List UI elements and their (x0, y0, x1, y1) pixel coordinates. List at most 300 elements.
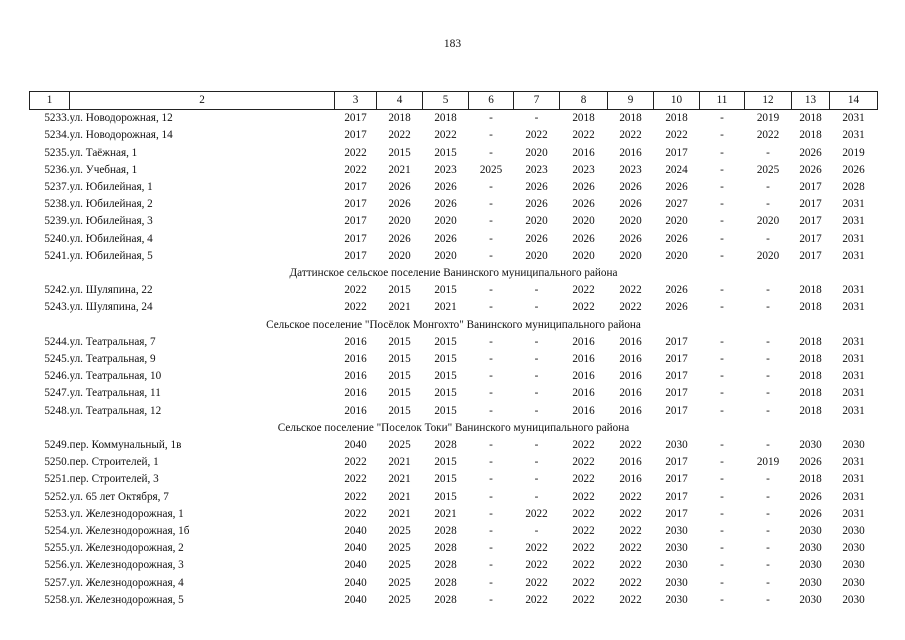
year-cell: 2017 (665, 370, 688, 383)
year-cell: - (489, 559, 493, 572)
year-cell: - (720, 439, 724, 452)
section-row (30, 265, 878, 282)
year-cell: 2017 (344, 198, 367, 211)
year-cell: 2017 (799, 232, 822, 245)
year-cell: 2022 (525, 542, 548, 555)
table-row (30, 282, 878, 299)
year-cell: - (720, 490, 724, 503)
year-cell: 2018 (799, 473, 822, 486)
year-cell: 2030 (842, 576, 865, 589)
column-header: 7 (514, 92, 560, 110)
year-cell: 2028 (434, 593, 457, 606)
address-cell: ул. Железнодорожная, 1 (69, 507, 184, 520)
year-cell: - (720, 146, 724, 159)
year-cell: 2031 (842, 507, 865, 520)
year-cell: 2026 (619, 181, 642, 194)
year-cell: - (489, 112, 493, 125)
year-cell: 2021 (388, 301, 411, 314)
year-cell: 2023 (619, 163, 642, 176)
year-cell: 2025 (479, 163, 503, 176)
year-cell: 2015 (434, 387, 457, 400)
row-number: 5246. (44, 370, 70, 383)
year-cell: 2017 (665, 404, 688, 417)
year-cell: 2022 (572, 576, 595, 589)
year-cell: 2026 (434, 232, 457, 245)
year-cell: 2030 (799, 542, 822, 555)
year-cell: 2025 (388, 576, 411, 589)
table-row (30, 162, 878, 179)
year-cell: 2022 (344, 456, 367, 469)
year-cell: - (766, 490, 770, 503)
address-cell: ул. Новодорожная, 14 (69, 129, 173, 142)
year-cell: 2030 (842, 439, 865, 452)
year-cell: 2026 (525, 198, 548, 211)
year-cell: 2017 (665, 335, 688, 348)
year-cell: 2015 (388, 335, 411, 348)
address-cell: пер. Строителей, 3 (69, 473, 159, 486)
year-cell: 2020 (572, 249, 595, 262)
address-cell: ул. Театральная, 9 (69, 353, 156, 366)
address-cell: ул. Шуляпина, 22 (69, 284, 153, 297)
year-cell: 2015 (434, 284, 457, 297)
year-cell: 2031 (842, 112, 865, 125)
table-row (30, 213, 878, 230)
year-cell: - (766, 473, 770, 486)
year-cell: - (720, 249, 724, 262)
year-cell: - (489, 146, 493, 159)
year-cell: 2017 (344, 232, 367, 245)
year-cell: 2022 (572, 507, 595, 520)
column-header: 9 (608, 92, 654, 110)
year-cell: - (489, 456, 493, 469)
year-cell: - (534, 335, 539, 348)
year-cell: - (720, 370, 724, 383)
year-cell: 2028 (434, 542, 457, 555)
year-cell: 2018 (799, 335, 822, 348)
year-cell: 2017 (799, 181, 822, 194)
year-cell: - (720, 473, 724, 486)
table-row (30, 127, 878, 144)
table-row (30, 557, 878, 574)
year-cell: 2026 (525, 232, 548, 245)
year-cell: - (720, 404, 724, 417)
year-cell: 2030 (842, 593, 865, 606)
row-number: 5234. (44, 129, 70, 142)
year-cell: - (766, 232, 770, 245)
year-cell: 2015 (434, 456, 457, 469)
year-cell: 2023 (525, 163, 548, 176)
table-row (30, 506, 878, 523)
year-cell: - (534, 490, 539, 503)
row-number: 5239. (44, 215, 70, 228)
year-cell: 2018 (799, 404, 822, 417)
year-cell: 2022 (619, 129, 642, 142)
year-cell: 2030 (665, 593, 688, 606)
table-row (30, 540, 878, 557)
year-cell: - (766, 559, 770, 572)
year-cell: 2017 (665, 353, 688, 366)
year-cell: 2018 (799, 370, 822, 383)
column-header: 3 (335, 92, 377, 110)
year-cell: - (720, 542, 724, 555)
year-cell: 2022 (619, 593, 642, 606)
year-cell: 2026 (388, 232, 411, 245)
year-cell: - (766, 525, 770, 538)
column-header: 8 (560, 92, 608, 110)
year-cell: - (720, 525, 724, 538)
year-cell: 2021 (434, 507, 457, 520)
year-cell: - (534, 370, 539, 383)
year-cell: - (766, 593, 770, 606)
year-cell: - (720, 593, 724, 606)
row-number: 5253. (44, 507, 70, 520)
year-cell: - (534, 112, 539, 125)
year-cell: 2031 (842, 129, 865, 142)
year-cell: 2020 (619, 215, 642, 228)
year-cell: - (766, 284, 770, 297)
year-cell: - (534, 525, 539, 538)
year-cell: 2022 (344, 146, 367, 159)
address-cell: ул. Театральная, 7 (69, 335, 156, 348)
row-number: 5235. (44, 146, 70, 159)
year-cell: 2015 (434, 404, 457, 417)
year-cell: - (489, 593, 493, 606)
year-cell: 2016 (344, 353, 367, 366)
year-cell: 2023 (434, 163, 457, 176)
year-cell: 2031 (842, 198, 865, 211)
year-cell: - (489, 404, 493, 417)
year-cell: 2015 (434, 335, 457, 348)
year-cell: 2020 (619, 249, 642, 262)
address-cell: ул. Театральная, 11 (69, 387, 161, 400)
year-cell: 2018 (799, 353, 822, 366)
year-cell: 2022 (525, 559, 548, 572)
year-cell: 2030 (665, 542, 688, 555)
year-cell: 2015 (388, 284, 411, 297)
year-cell: - (534, 439, 539, 452)
year-cell: - (489, 301, 493, 314)
year-cell: 2021 (388, 163, 411, 176)
year-cell: 2022 (344, 163, 367, 176)
table-row (30, 385, 878, 402)
year-cell: 2017 (665, 387, 688, 400)
year-cell: 2016 (344, 404, 367, 417)
row-number: 5248. (44, 404, 70, 417)
year-cell: 2028 (842, 181, 865, 194)
section-row (30, 420, 878, 437)
year-cell: 2022 (525, 129, 548, 142)
year-cell: - (534, 353, 539, 366)
year-cell: 2017 (344, 215, 367, 228)
year-cell: - (534, 387, 539, 400)
year-cell: 2022 (572, 593, 595, 606)
row-number: 5249. (44, 439, 70, 452)
table-row (30, 454, 878, 471)
year-cell: 2020 (388, 249, 411, 262)
year-cell: - (489, 181, 493, 194)
year-cell: 2026 (799, 490, 822, 503)
address-cell: ул. 65 лет Октября, 7 (69, 490, 169, 503)
year-cell: 2026 (619, 198, 642, 211)
year-cell: 2022 (756, 129, 780, 142)
year-cell: 2018 (619, 112, 642, 125)
year-cell: 2026 (665, 181, 688, 194)
year-cell: - (489, 576, 493, 589)
year-cell: - (766, 353, 770, 366)
column-header: 1 (30, 92, 70, 110)
year-cell: 2027 (665, 198, 688, 211)
year-cell: 2016 (572, 335, 595, 348)
address-cell: ул. Театральная, 10 (69, 370, 162, 383)
year-cell: 2022 (572, 129, 595, 142)
year-cell: - (489, 490, 493, 503)
year-cell: 2031 (842, 387, 865, 400)
year-cell: - (766, 370, 770, 383)
year-cell: - (720, 232, 724, 245)
year-cell: 2026 (799, 456, 822, 469)
header-row (30, 92, 878, 110)
year-cell: 2021 (388, 507, 411, 520)
year-cell: 2018 (572, 112, 595, 125)
year-cell: 2016 (619, 335, 642, 348)
year-cell: 2031 (842, 284, 865, 297)
table-row (30, 592, 878, 609)
year-cell: - (766, 542, 770, 555)
year-cell: 2020 (434, 215, 457, 228)
year-cell: 2018 (799, 387, 822, 400)
row-number: 5251. (44, 473, 70, 486)
year-cell: 2017 (665, 146, 688, 159)
year-cell: 2030 (665, 525, 688, 538)
year-cell: 2022 (572, 490, 595, 503)
table-row (30, 437, 878, 454)
year-cell: - (489, 215, 493, 228)
year-cell: 2022 (619, 284, 642, 297)
year-cell: 2018 (388, 112, 411, 125)
year-cell: - (489, 473, 493, 486)
address-cell: ул. Новодорожная, 12 (69, 112, 173, 125)
year-cell: 2030 (799, 439, 822, 452)
year-cell: - (720, 129, 724, 142)
year-cell: 2025 (388, 542, 411, 555)
year-cell: - (534, 301, 539, 314)
section-title: Сельское поселение "Посёлок Монгохто" Ванинского муниципального района (266, 318, 641, 331)
row-number: 5252. (44, 490, 70, 503)
year-cell: 2030 (799, 593, 822, 606)
year-cell: 2015 (388, 370, 411, 383)
year-cell: 2015 (388, 353, 411, 366)
year-cell: 2040 (344, 593, 367, 606)
address-cell: ул. Юбилейная, 4 (69, 232, 153, 245)
year-cell: - (766, 335, 770, 348)
column-header: 11 (700, 92, 745, 110)
year-cell: 2030 (842, 559, 865, 572)
year-cell: 2022 (572, 525, 595, 538)
year-cell: - (720, 335, 724, 348)
year-cell: 2020 (525, 146, 548, 159)
year-cell: 2025 (756, 163, 780, 176)
year-cell: - (489, 335, 493, 348)
year-cell: - (720, 353, 724, 366)
row-number: 5257. (44, 576, 70, 589)
table-row (30, 179, 878, 196)
address-cell: ул. Железнодорожная, 2 (69, 542, 184, 555)
table-row (30, 368, 878, 385)
year-cell: 2017 (344, 112, 367, 125)
year-cell: 2021 (388, 473, 411, 486)
year-cell: 2022 (572, 473, 595, 486)
section-title: Сельское поселение "Поселок Токи" Ванинского муниципального района (277, 421, 630, 434)
year-cell: 2016 (344, 387, 367, 400)
year-cell: 2017 (344, 129, 367, 142)
year-cell: - (720, 387, 724, 400)
year-cell: - (489, 249, 493, 262)
year-cell: 2020 (434, 249, 457, 262)
row-number: 5240. (44, 232, 70, 245)
year-cell: 2022 (619, 301, 642, 314)
row-number: 5243. (44, 301, 70, 314)
year-cell: 2022 (619, 525, 642, 538)
year-cell: 2031 (842, 232, 865, 245)
year-cell: 2019 (756, 112, 780, 125)
year-cell: 2018 (799, 129, 822, 142)
year-cell: 2026 (434, 181, 457, 194)
address-cell: ул. Таёжная, 1 (69, 146, 138, 159)
year-cell: 2020 (572, 215, 595, 228)
year-cell: 2017 (799, 198, 822, 211)
year-cell: 2022 (619, 490, 642, 503)
year-cell: - (720, 163, 724, 176)
row-number: 5254. (44, 525, 70, 538)
year-cell: 2040 (344, 576, 367, 589)
year-cell: 2022 (525, 576, 548, 589)
address-cell: ул. Железнодорожная, 1б (69, 525, 190, 538)
year-cell: 2022 (572, 284, 595, 297)
year-cell: 2020 (388, 215, 411, 228)
address-cell: ул. Железнодорожная, 4 (69, 576, 184, 589)
year-cell: 2026 (572, 181, 595, 194)
year-cell: 2020 (756, 215, 780, 228)
table-row (30, 471, 878, 488)
year-cell: 2031 (842, 370, 865, 383)
table-row (30, 351, 878, 368)
address-cell: ул. Юбилейная, 2 (69, 198, 153, 211)
year-cell: - (489, 507, 493, 520)
year-cell: 2026 (434, 198, 457, 211)
year-cell: 2040 (344, 559, 367, 572)
year-cell: - (720, 456, 724, 469)
row-number: 5236. (44, 163, 70, 176)
year-cell: 2022 (572, 439, 595, 452)
column-header: 13 (792, 92, 830, 110)
year-cell: - (720, 507, 724, 520)
register-table (29, 91, 878, 609)
year-cell: - (720, 215, 724, 228)
year-cell: - (489, 370, 493, 383)
year-cell: - (720, 284, 724, 297)
year-cell: 2024 (665, 163, 688, 176)
year-cell: 2016 (572, 387, 595, 400)
page-number: 183 (443, 38, 462, 50)
year-cell: 2017 (344, 249, 367, 262)
year-cell: 2022 (525, 593, 548, 606)
year-cell: 2018 (665, 112, 688, 125)
column-header: 10 (654, 92, 700, 110)
section-row (30, 317, 878, 334)
year-cell: 2016 (619, 404, 642, 417)
table-row (30, 299, 878, 316)
address-cell: ул. Юбилейная, 3 (69, 215, 153, 228)
year-cell: 2022 (344, 490, 367, 503)
year-cell: 2026 (799, 146, 822, 159)
year-cell: - (534, 284, 539, 297)
year-cell: 2026 (572, 232, 595, 245)
year-cell: 2018 (799, 301, 822, 314)
year-cell: 2016 (344, 370, 367, 383)
year-cell: 2031 (842, 490, 865, 503)
year-cell: 2022 (619, 559, 642, 572)
section-title: Даттинское сельское поселение Ванинского муниципального района (289, 267, 618, 280)
year-cell: - (720, 198, 724, 211)
year-cell: - (766, 181, 770, 194)
column-header: 14 (830, 92, 878, 110)
year-cell: 2022 (619, 507, 642, 520)
table-row (30, 145, 878, 162)
year-cell: 2028 (434, 439, 457, 452)
table-row (30, 110, 878, 128)
year-cell: - (720, 112, 724, 125)
year-cell: 2026 (388, 198, 411, 211)
column-header: 6 (469, 92, 514, 110)
table-row (30, 231, 878, 248)
year-cell: 2022 (619, 576, 642, 589)
column-header: 4 (377, 92, 423, 110)
year-cell: 2016 (619, 370, 642, 383)
year-cell: - (720, 559, 724, 572)
year-cell: 2040 (344, 525, 367, 538)
year-cell: 2025 (388, 559, 411, 572)
year-cell: 2017 (344, 181, 367, 194)
year-cell: 2016 (619, 387, 642, 400)
year-cell: 2026 (842, 163, 865, 176)
year-cell: 2031 (842, 301, 865, 314)
row-number: 5258. (44, 593, 70, 606)
year-cell: 2020 (665, 215, 688, 228)
year-cell: - (766, 404, 770, 417)
column-header: 2 (70, 92, 335, 110)
year-cell: 2026 (799, 507, 822, 520)
year-cell: 2031 (842, 353, 865, 366)
year-cell: 2015 (434, 370, 457, 383)
year-cell: 2022 (572, 559, 595, 572)
address-cell: пер. Коммунальный, 1в (69, 439, 182, 452)
year-cell: 2018 (799, 112, 822, 125)
row-number: 5247. (44, 387, 70, 400)
year-cell: - (489, 525, 493, 538)
year-cell: - (489, 284, 493, 297)
table-row (30, 334, 878, 351)
year-cell: 2017 (799, 215, 822, 228)
year-cell: - (489, 439, 493, 452)
year-cell: 2026 (665, 301, 688, 314)
year-cell: 2020 (525, 215, 548, 228)
year-cell: 2019 (756, 456, 780, 469)
row-number: 5237. (44, 181, 70, 194)
year-cell: 2031 (842, 335, 865, 348)
year-cell: - (766, 301, 770, 314)
year-cell: - (720, 301, 724, 314)
year-cell: 2015 (388, 404, 411, 417)
